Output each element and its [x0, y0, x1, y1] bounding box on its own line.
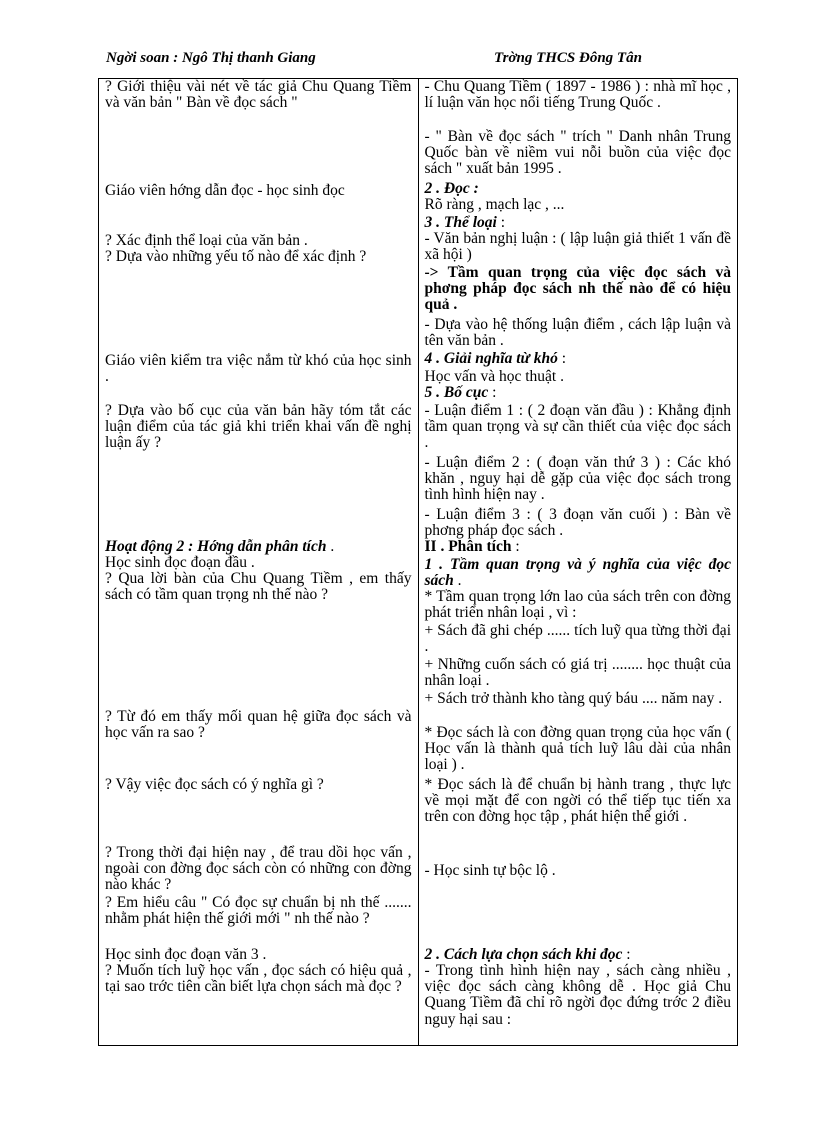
reading-learning-point: * Đọc sách là con đờng quan trọng của học vấn ( Học vấn là thành quả tích luỹ lâu dài của nhân loại ) .: [424, 724, 731, 774]
question-book-selection: ? Muốn tích luỹ học vấn , đọc sách có hiệu quả , tại sao trớc tiên cần biết lựa chọn sách mà đọc ?: [105, 962, 412, 996]
analysis-2-title: 2 . Cách lựa chọn sách khi đọc: [424, 946, 623, 963]
analysis-1-heading: [425, 557, 732, 589]
student-content-column: [418, 79, 738, 1046]
section-structure-title: 5 . Bố cục: [424, 384, 489, 401]
question-author-intro: ? Giới thiệu vài nét về tác giả Chu Quang Tiềm và văn bản " Bàn về đọc sách ": [105, 78, 412, 112]
question-genre: ? Xác định thể loại của văn bản .: [105, 232, 308, 249]
student-self-expression: - Học sinh tự bộc lộ .: [424, 862, 556, 879]
reading-guide: Giáo viên hớng dẫn đọc - học sinh đọc: [105, 182, 345, 199]
vocab-check: Giáo viên kiểm tra việc nắm từ khó của học sinh .: [105, 352, 412, 386]
analysis-colon: :: [511, 538, 520, 555]
read-part-3: Học sinh đọc đoạn văn 3 .: [105, 946, 267, 963]
author-info: - Chu Quang Tiềm ( 1897 - 1986 ) : nhà mĩ học , lí luận văn học nổi tiếng Trung Quốc .: [424, 78, 731, 112]
analysis-title: II . Phân tích: [424, 538, 512, 555]
genre-basis: - Dựa vào hệ thống luận điểm , cách lập luận và tên văn bản .: [424, 316, 731, 350]
book-importance-point: * Tầm quan trọng lớn lao của sách trên con đờng phát triển nhân loại , vì :: [424, 588, 731, 622]
section-structure-heading: [425, 385, 732, 401]
question-genre-basis: ? Dựa vào những yếu tố nào để xác định ?: [105, 248, 367, 265]
reading-preparation-point: * Đọc sách là để chuẩn bị hành trang , thực lực về mọi mặt để con ngời có thể tiếp tục tiến xa trên con đờng học tập , phát hiện thế giới .: [424, 776, 731, 826]
lesson-table: [98, 78, 738, 1046]
analysis-1-dot: .: [453, 572, 462, 590]
school-line: Trờng THCS Đông Tân: [494, 50, 642, 66]
genre-answer: - Văn bản nghị luận : ( lập luận giả thiết 1 vấn đề xã hội ): [424, 230, 731, 264]
argument-2: - Luận điểm 2 : ( đoạn văn thứ 3 ) : Các khó khăn , nguy hại dễ gặp của việc đọc sách trong tình hình hiện nay .: [424, 454, 731, 504]
valuable-books-point: + Những cuốn sách có giá trị ........ học thuật của nhân loại .: [424, 656, 731, 690]
page-header: [106, 50, 726, 70]
selection-explanation: - Trong tình hình hiện nay , sách càng nhiều , việc đọc sách càng không dễ . Học giả Chu Quang Tiềm đã chỉ rõ ngời đọc đứng trớc 2 điều nguy hại sau :: [424, 962, 731, 1028]
section-reading-text: Rõ ràng , mạch lạc , ...: [424, 196, 565, 213]
treasure-point: + Sách trở thành kho tàng quý báu .... năm nay .: [424, 690, 723, 707]
analysis-heading: [425, 539, 732, 555]
section-genre-colon: :: [496, 214, 506, 231]
section-genre-title: 3 . Thể loại: [424, 214, 497, 231]
argument-1: - Luận điểm 1 : ( 2 đoạn văn đầu ) : Khẳng định tầm quan trọng và sự cần thiết của việc đọc sách .: [424, 402, 731, 452]
activity-2-heading: [105, 539, 412, 555]
question-other-paths: ? Trong thời đại hiện nay , để trau dồi học vấn , ngoài con đờng đọc sách còn có những con đờng nào khác ?: [105, 844, 412, 894]
activity-2-dot: .: [326, 538, 335, 555]
analysis-2-colon: :: [622, 946, 631, 963]
section-genre-heading: [425, 215, 732, 231]
analysis-2-heading: [425, 947, 732, 963]
section-vocab-heading: [425, 351, 732, 367]
section-structure-colon: :: [488, 384, 497, 401]
question-quote: ? Em hiểu câu " Có đọc sự chuẩn bị nh thế ....... nhằm phát hiện thế giới mới " nh thế nào ?: [105, 894, 412, 928]
question-reading-meaning: ? Vậy việc đọc sách có ý nghĩa gì ?: [105, 776, 324, 793]
question-book-importance: ? Qua lời bàn của Chu Quang Tiềm , em thấy sách có tầm quan trọng nh thế nào ?: [105, 570, 412, 604]
book-record-point: + Sách đã ghi chép ...... tích luỹ qua từng thời đại .: [424, 622, 731, 656]
section-vocab-colon: :: [557, 350, 567, 367]
section-vocab-title: 4 . Giải nghĩa từ khó: [424, 350, 558, 367]
vocab-answer: Học vấn và học thuật .: [424, 368, 564, 385]
section-reading-heading: 2 . Đọc :: [424, 180, 479, 197]
author-line: Ngời soan : Ngô Thị thanh Giang: [106, 50, 316, 66]
question-structure: ? Dựa vào bố cục của văn bản hãy tóm tắt các luận điểm của tác giả khi triển khai vấn đề nghị luận ấy ?: [105, 402, 412, 452]
genre-conclusion: -> Tầm quan trọng của việc đọc sách và phơng pháp đọc sách nh thế nào để có hiệu quả .: [424, 264, 731, 314]
read-first-part: Học sinh đọc đoạn đầu .: [105, 554, 255, 571]
table-row: [99, 79, 738, 1046]
question-reading-learning: ? Từ đó em thấy mối quan hệ giữa đọc sách và học vấn ra sao ?: [105, 708, 412, 742]
text-info: - " Bàn về đọc sách " trích " Danh nhân Trung Quốc bàn về niềm vui nỗi buồn của việc đọc sách " xuất bản 1995 .: [424, 128, 731, 178]
analysis-1-title: 1 . Tầm quan trọng và ý nghĩa của việc đọc sách: [424, 556, 731, 590]
teacher-activity-column: [99, 79, 419, 1046]
activity-2-title: Hoạt động 2 : Hớng dẫn phân tích: [105, 538, 327, 555]
argument-3: - Luận điểm 3 : ( 3 đoạn văn cuối ) : Bàn về phơng pháp đọc sách .: [424, 506, 731, 540]
